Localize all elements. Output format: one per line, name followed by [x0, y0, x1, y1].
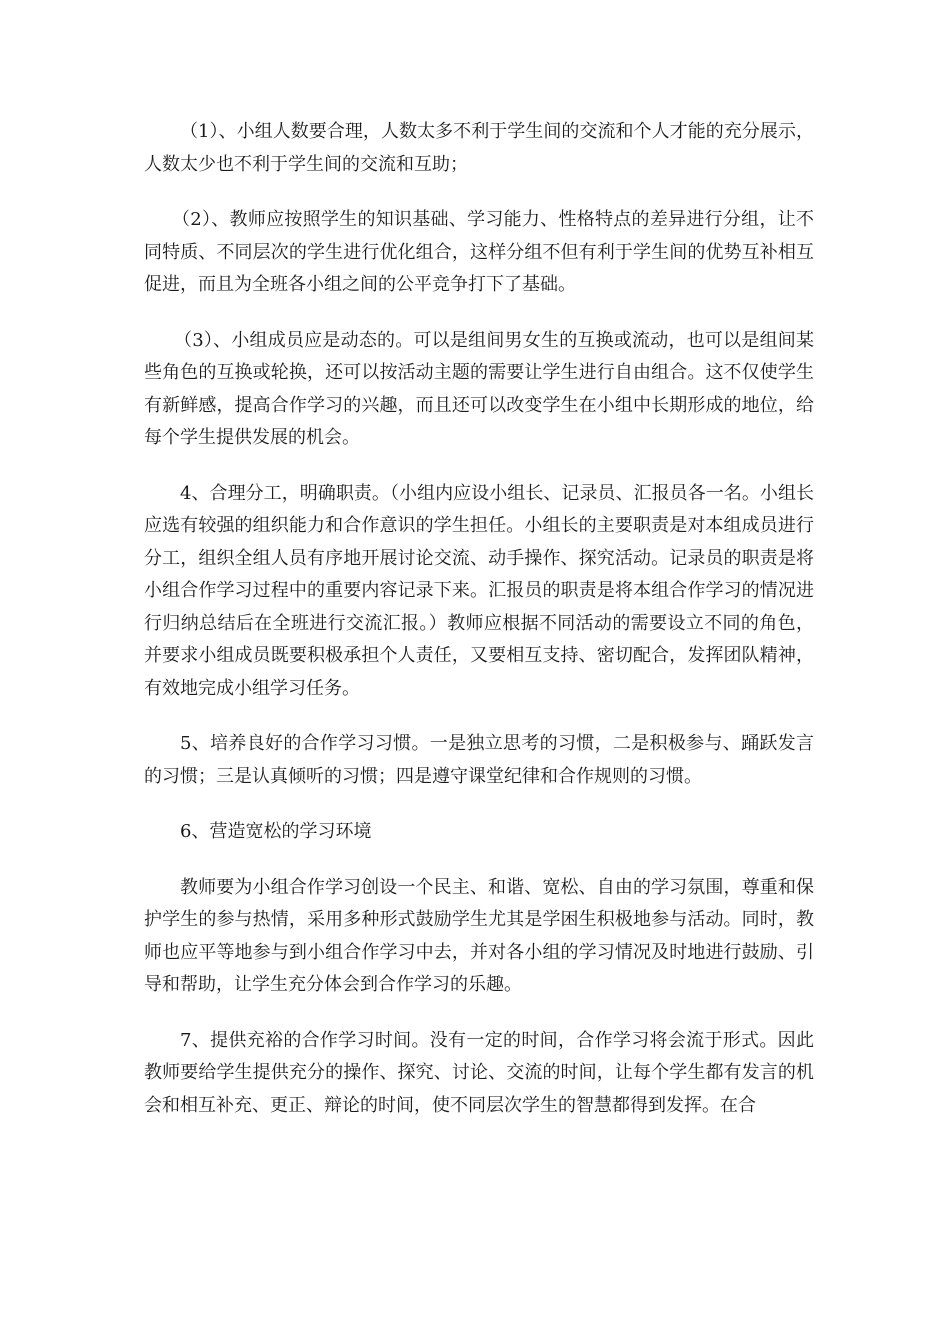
paragraph-environment-heading: 6、营造宽松的学习环境: [180, 821, 372, 842]
document-body: [144, 116, 814, 1145]
paragraph-learning-habits: 5、培养良好的合作学习习惯。一是独立思考的习惯，二是积极参与、踊跃发言的习惯；三是认真倾听的习惯；四是遵守课堂纪律和合作规则的习惯。: [144, 733, 814, 787]
paragraph-group-size: （1）、小组人数要合理，人数太多不利于学生间的交流和个人才能的充分展示，人数太少也不利于学生间的交流和互助；: [144, 121, 814, 175]
paragraph-dynamic-members: （3）、小组成员应是动态的。可以是组间男女生的互换或流动，也可以是组间某些角色的互换或轮换，还可以按活动主题的需要让学生进行自由组合。这不仅使学生有新鲜感，提高合作学习的兴趣，而且还可以改变学生在小组中长期形成的地位，给每个学生提供发展的机会。: [144, 329, 814, 448]
paragraph-division-of-labor: 4、合理分工，明确职责。（小组内应设小组长、记录员、汇报员各一名。小组长应选有较强的组织能力和合作意识的学生担任。小组长的主要职责是对本组成员进行分工，组织全组人员有序地开展讨论交流、动手操作、探究活动。记录员的职责是将小组合作学习过程中的重要内容记录下来。汇报员的职责是将本组合作学习的情况进行归纳总结后在全班进行交流汇报。）教师应根据不同活动的需要设立不同的角色，并要求小组成员既要积极承担个人责任，又要相互支持、密切配合，发挥团队精神，有效地完成小组学习任务。: [144, 482, 814, 699]
paragraph-learning-time: 7、提供充裕的合作学习时间。没有一定的时间，合作学习将会流于形式。因此教师要给学生提供充分的操作、探究、讨论、交流的时间，让每个学生都有发言的机会和相互补充、更正、辩论的时间，使不同层次学生的智慧都得到发挥。在合: [144, 1029, 814, 1116]
paragraph-environment-body: 教师要为小组合作学习创设一个民主、和谐、宽松、自由的学习氛围，尊重和保护学生的参与热情，采用多种形式鼓励学生尤其是学困生积极地参与活动。同时，教师也应平等地参与到小组合作学习中去，并对各小组的学习情况及时地进行鼓励、引导和帮助，让学生充分体会到合作学习的乐趣。: [144, 876, 814, 995]
paragraph-grouping-method: （2）、教师应按照学生的知识基础、学习能力、性格特点的差异进行分组，让不同特质、不同层次的学生进行优化组合，这样分组不但有利于学生间的优势互补相互促进，而且为全班各小组之间的公平竞争打下了基础。: [144, 209, 814, 295]
